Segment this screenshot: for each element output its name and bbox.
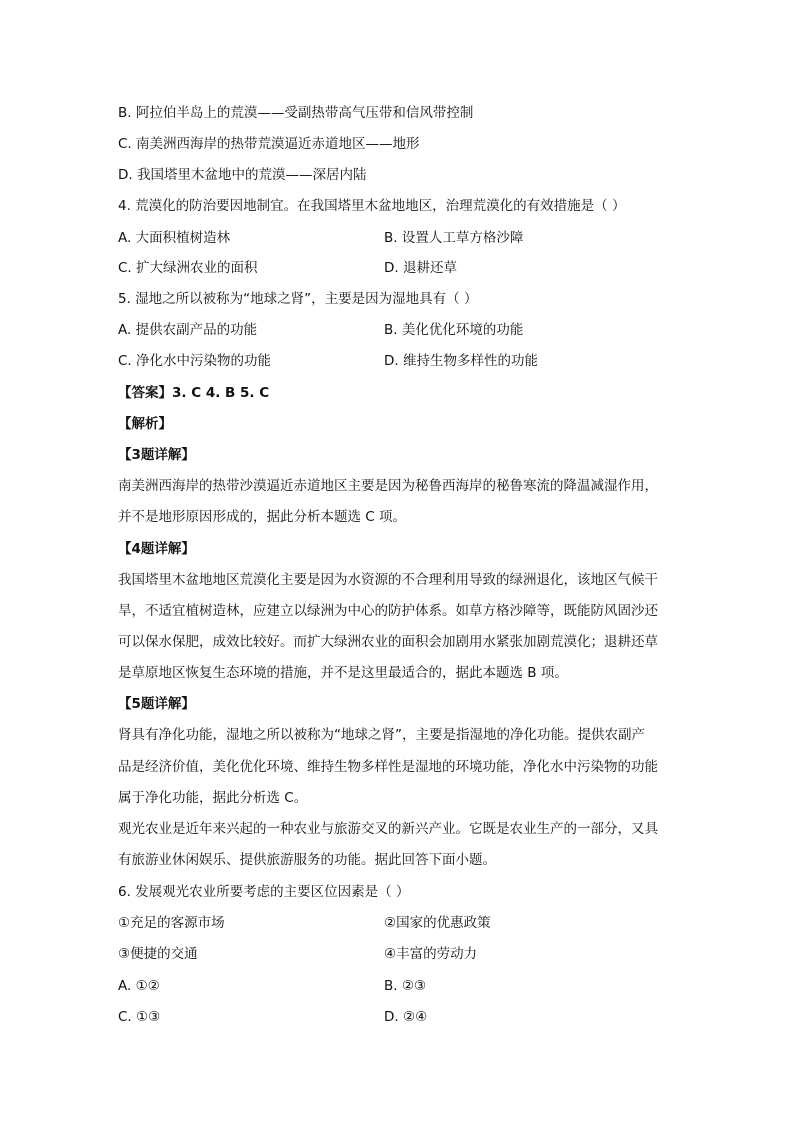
detail4-line: 旱，不适宜植树造林，应建立以绿洲为中心的防护体系。如草方格沙障等，既能防风固沙还 — [118, 603, 658, 619]
q6-item-1: ①充足的客源市场 — [118, 915, 225, 931]
detail4-line: 可以保水保肥，成效比较好。而扩大绿洲农业的面积会加剧用水紧张加剧荒漠化；退耕还草 — [118, 634, 658, 650]
q6-option-c: C. ①③ — [118, 1009, 161, 1025]
intro-line: 有旅游业休闲娱乐、提供旅游服务的功能。据此回答下面小题。 — [118, 852, 496, 868]
q6-option-a: A. ①② — [118, 978, 160, 994]
detail5-line: 品是经济价值，美化优化环境、维持生物多样性是湿地的环境功能，净化水中污染物的功能 — [118, 759, 658, 775]
q4-options-row2 — [118, 258, 678, 278]
q5-option-a: A. 提供农副产品的功能 — [118, 322, 258, 338]
q5-stem: 5. 湿地之所以被称为“地球之肾”，主要是因为湿地具有（ ） — [118, 291, 478, 307]
detail4-line: 是草原地区恢复生态环境的措施，并不是这里最适合的，据此本题选 B 项。 — [118, 665, 568, 681]
q5-options-row1 — [118, 320, 678, 340]
q4-option-b: B. 设置人工草方格沙障 — [384, 230, 524, 246]
detail4-line: 我国塔里木盆地地区荒漠化主要是因为水资源的不合理利用导致的绿洲退化，该地区气候干 — [118, 572, 658, 588]
q3-option-d: D. 我国塔里木盆地中的荒漠——深居内陆 — [118, 167, 367, 183]
detail3-line: 并不是地形原因形成的，据此分析本题选 C 项。 — [118, 509, 407, 525]
q6-item-4: ④丰富的劳动力 — [384, 946, 478, 962]
q6-items-row1 — [118, 913, 678, 933]
q5-option-b: B. 美化优化环境的功能 — [384, 322, 524, 338]
q5-options-row2 — [118, 351, 678, 371]
q6-option-d: D. ②④ — [384, 1009, 428, 1025]
intro-line: 观光农业是近年来兴起的一种农业与旅游交叉的新兴产业。它既是农业生产的一部分，又具 — [118, 821, 658, 837]
analysis-heading: 【解析】 — [118, 416, 172, 432]
q5-option-c: C. 净化水中污染物的功能 — [118, 353, 272, 369]
q6-options-row2 — [118, 1007, 678, 1027]
q6-option-b: B. ②③ — [384, 978, 427, 994]
q6-stem: 6. 发展观光农业所要考虑的主要区位因素是（ ） — [118, 884, 410, 900]
answer-line: 【答案】3. C 4. B 5. C — [118, 385, 270, 401]
q3-option-b: B. 阿拉伯半岛上的荒漠——受副热带高气压带和信风带控制 — [118, 105, 474, 121]
q5-option-d: D. 维持生物多样性的功能 — [384, 353, 538, 369]
detail5-line: 肾具有净化功能，湿地之所以被称为“地球之肾”，主要是指湿地的净化功能。提供农副产 — [118, 727, 645, 743]
q6-options-row1 — [118, 976, 678, 996]
detail3-heading: 【3题详解】 — [118, 447, 195, 463]
detail4-heading: 【4题详解】 — [118, 541, 195, 557]
q4-options-row1 — [118, 228, 678, 248]
detail5-heading: 【5题详解】 — [118, 696, 195, 712]
q4-stem: 4. 荒漠化的防治要因地制宜。在我国塔里木盆地地区，治理荒漠化的有效措施是（ ） — [118, 198, 626, 214]
q4-option-c: C. 扩大绿洲农业的面积 — [118, 260, 258, 276]
q6-item-3: ③便捷的交通 — [118, 946, 198, 962]
detail3-line: 南美洲西海岸的热带沙漠逼近赤道地区主要是因为秘鲁西海岸的秘鲁寒流的降温减湿作用， — [118, 478, 658, 494]
q4-option-a: A. 大面积植树造林 — [118, 230, 231, 246]
q3-option-c: C. 南美洲西海岸的热带荒漠逼近赤道地区——地形 — [118, 136, 420, 152]
q4-option-d: D. 退耕还草 — [384, 260, 457, 276]
detail5-line: 属于净化功能，据此分析选 C。 — [118, 790, 308, 806]
q6-items-row2 — [118, 944, 678, 964]
q6-item-2: ②国家的优惠政策 — [384, 915, 491, 931]
